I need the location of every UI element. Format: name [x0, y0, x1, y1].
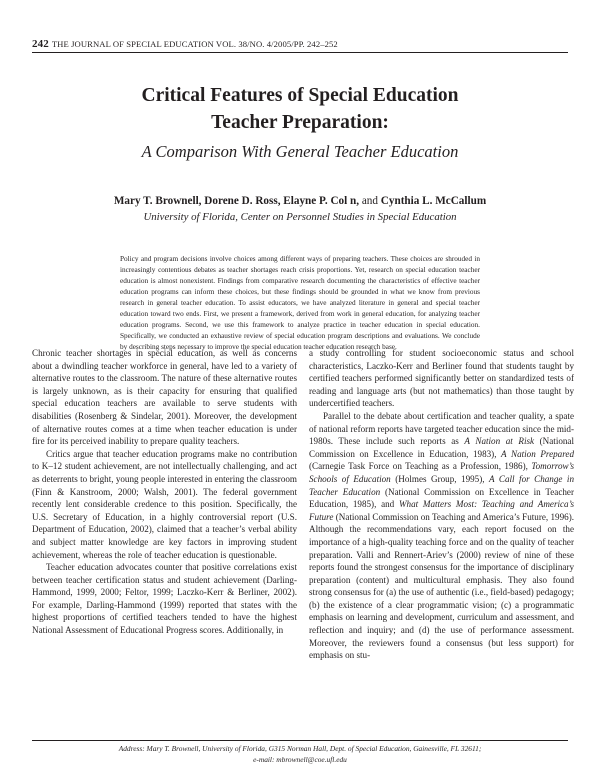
body-column-right: [309, 347, 574, 662]
body-column-left: [32, 347, 297, 637]
report-title: Tomorrow’s Schools of Education: [309, 461, 574, 484]
author-list: [0, 195, 600, 207]
report-title: What Matters Most: Teaching and America’s Future: [309, 499, 574, 522]
paragraph: Critics argue that teacher education programs make no contribution to K–12 student achievement, are not intellectually challenging, and act as deterrents to bright, young people interested in entering the classroom (Finn & Kanstroom, 2000; Walsh, 2001). The federal government recently lent considerable credence to this position. Specifically, the U.S. Secretary of Education, in a highly controversial report (U.S. Department of Education, 2002), claimed that a teacher’s verbal ability and subject matter knowledge are key factors in improving student achievement, whereas the role of teacher education is questionable.: [32, 448, 297, 560]
author-conjunction: and: [359, 195, 381, 207]
author-last: Cynthia L. McCallum: [380, 195, 487, 207]
correspondence-address: Address: Mary T. Brownell, University of Florida, G315 Norman Hall, Dept. of Special Education, Gainesville, FL 32611;: [118, 744, 482, 753]
text-run: (National Commission on Excellence in Education, 1983),: [309, 436, 574, 459]
page-number: 242: [32, 38, 49, 50]
paragraph: Chronic teacher shortages in special education, as well as concerns about a dwindling teacher workforce in general, have led to a variety of alternative routes to the classroom. The nature of these alternative routes is largely unknown, as is their capacity for ensuring that qualified special education teachers are available to serve students with disabilities (Rosenberg & Sindelar, 2001). Moreover, the development of alternative routes comes at a time when teacher education is under fire for its perceived inability to prepare quality teachers.: [32, 348, 297, 447]
footer-divider: [32, 740, 568, 741]
journal-citation: THE JOURNAL OF SPECIAL EDUCATION VOL. 38/NO. 4/2005/PP. 242–252: [51, 39, 338, 49]
text-run: (Holmes Group, 1995),: [390, 473, 490, 484]
paragraph: Teacher education advocates counter that positive correlations exist between teacher certification status and student achievement (Darling-Hammond, 1999, 2000; Feltor, 1999; Laczko-Kerr & Berliner, 2002). For example, Darling-Hammond (1999) reported that states with the highest proportions of certified teachers tended to have the highest National Assessment of Educational Progress scores. Additionally, in: [32, 562, 297, 636]
correspondence-footer: [32, 744, 568, 765]
article-subtitle: A Comparison With General Teacher Education: [141, 142, 459, 161]
author-names: Mary T. Brownell, Dorene D. Ross, Elayne P. Col n,: [113, 195, 360, 207]
abstract: Policy and program decisions involve choices among different ways of preparing teachers. These choices are shrouded in increasingly contentious debates as teacher shortages reach crisis proportions. Yet, research on special education teacher education is almost nonexistent. Findings from comparative research documenting the characteristics of effective teacher education programs can inform these choices, but these findings should be grounded in what we know from previous research in general teacher education. To assist educators, we have analyzed literature in general and special teacher education toward two ends. First, we present a framework, derived from work in general education, for analyzing teacher education programs. Second, we use this framework to analyze practice in teacher education in special education. Specifically, we conducted an exhaustive review of special education program descriptions and evaluations. We conclude by describing steps necessary to improve the special education teacher education research base.: [120, 255, 480, 351]
text-run: (National Commission on Teaching and America’s Future, 1996). Although the recommendations vary, each report focused on the importance of a high-quality teaching force and on the quality of teacher preparation. Valli and Rennert-Ariev’s (2000) review of nine of these reports found the strongest consensus for the importance of disciplinary preparation (content) and multicultural emphasis. They also found strong consensus for (a) the use of authentic (i.e., field-based) pedagogy; (b) the existence of a clear programmatic vision; (c) a programmatic emphasis on learning and development, curriculum and assessment, and reflection and inquiry; and (d) the use of performance assessment. Moreover, the reviewers found a consensus (but less support) for emphasis on stu-: [309, 511, 574, 661]
article-title: [0, 82, 600, 136]
report-title: A Call for Change in Teacher Education: [309, 473, 575, 497]
correspondence-email: e-mail: mbrownell@coe.ufl.edu: [253, 754, 347, 764]
text-run: (Carnegie Task Force on Teaching as a Profession, 1986),: [309, 461, 532, 472]
header-divider: [32, 52, 568, 53]
title-line-2: Teacher Preparation:: [211, 112, 389, 133]
report-title: A Nation at Risk: [464, 436, 535, 447]
title-line-1: Critical Features of Special Education: [141, 85, 459, 106]
author-affiliation: University of Florida, Center on Personnel Studies in Special Education: [143, 211, 457, 223]
running-head: [32, 38, 572, 50]
paragraph: a study controlling for student socioeconomic status and school characteristics, Laczko-Kerr and Berliner found that students taught by certified teachers performed significantly better on standardized tests of reading and language arts (but not mathematics) than those taught by undercertified teachers.: [309, 348, 574, 409]
text-run: (National Commission on Excellence in Teacher Education, 1985), and: [309, 486, 574, 510]
report-title: A Nation Prepared: [501, 448, 574, 459]
paragraph: [309, 410, 574, 662]
text-run: Parallel to the debate about certification and teacher quality, a spate of national reform reports have targeted teacher education since the mid-1980s. These include such reports as: [309, 410, 574, 447]
